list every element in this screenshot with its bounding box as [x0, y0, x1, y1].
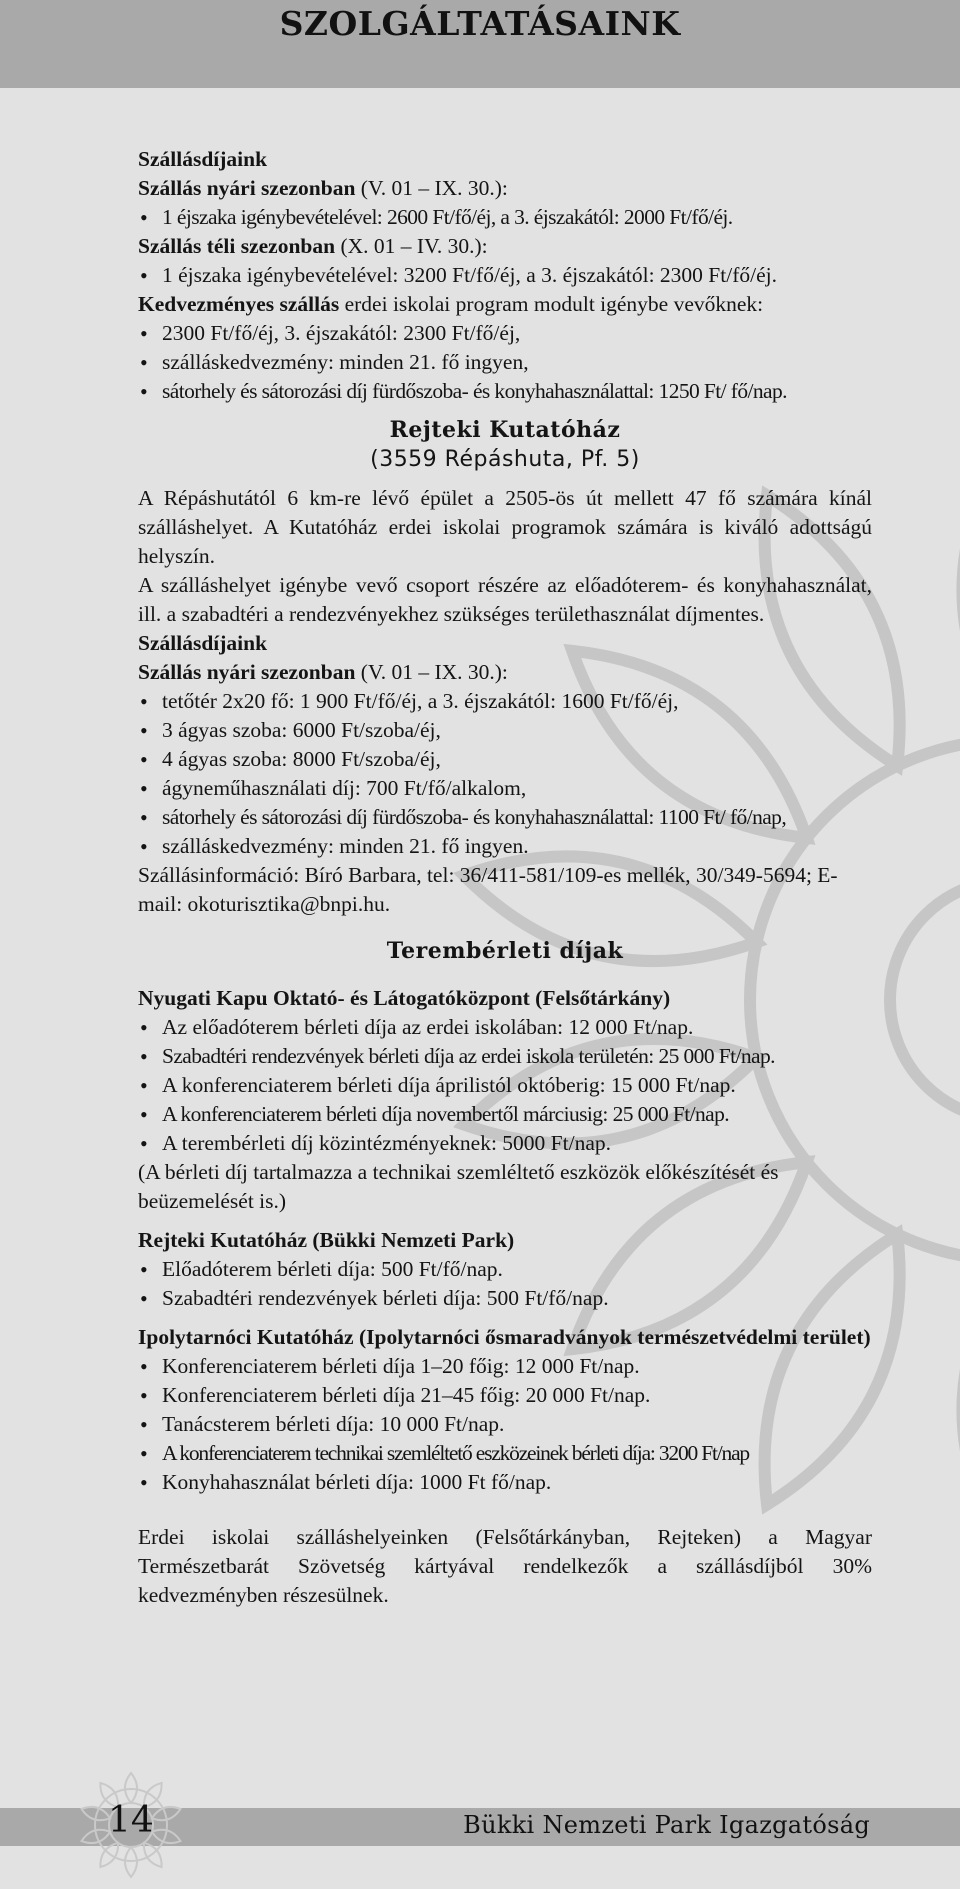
contact-info: Szállásinformáció: Bíró Barbara, tel: 36/411-581/109-es mellék, 30/349-5694; E-mail: okoturisztika@bnpi.hu.	[138, 863, 838, 916]
list-item: • Konyhahasználat bérleti díja: 1000 Ft fő/nap.	[138, 1468, 872, 1497]
venue-heading: Ipolytarnóci Kutatóház (Ipolytarnóci ősmaradványok természetvédelmi terület)	[138, 1325, 871, 1349]
section-heading: Szállásdíjaink	[138, 147, 268, 171]
list-item: • 1 éjszaka igénybevételével: 2600 Ft/fő/éj, a 3. éjszakától: 2000 Ft/fő/éj.	[138, 203, 872, 232]
season-line: Szállás téli szezonban (X. 01 – IV. 30.):	[138, 234, 488, 258]
paragraph: A szálláshelyet igénybe vevő csoport részére az előadóterem- és konyhahasználat, ill. a szabadtéri a rendezvényekhez szükséges területhasználat díjmentes.	[138, 573, 872, 626]
list-item: • Konferenciaterem bérleti díja 21–45 főig: 20 000 Ft/nap.	[138, 1381, 872, 1410]
list-item: • ágyneműhasználati díj: 700 Ft/fő/alkalom,	[138, 774, 872, 803]
list-item: • Szabadtéri rendezvények bérleti díja: 500 Ft/fő/nap.	[138, 1284, 872, 1313]
season-line: Szállás nyári szezonban (V. 01 – IX. 30.):	[138, 660, 508, 684]
list-item: • tetőtér 2x20 fő: 1 900 Ft/fő/éj, a 3. éjszakától: 1600 Ft/fő/éj,	[138, 687, 872, 716]
list-item: • Szabadtéri rendezvények bérleti díja az erdei iskola területén: 25 000 Ft/nap.	[138, 1042, 872, 1071]
section-title: Terembérleti díjak	[386, 938, 624, 964]
page-header-title: SZOLGÁLTATÁSAINK	[279, 4, 681, 43]
venue-heading: Nyugati Kapu Oktató- és Látogatóközpont (Felsőtárkány)	[138, 986, 671, 1010]
list-item: • Konferenciaterem bérleti díja 1–20 főig: 12 000 Ft/nap.	[138, 1352, 872, 1381]
venue-heading: Rejteki Kutatóház (Bükki Nemzeti Park)	[138, 1228, 515, 1252]
list-item: • A konferenciaterem technikai szemléltető eszközeinek bérleti díja: 3200 Ft/nap	[138, 1439, 872, 1468]
list-item: • 1 éjszaka igénybevételével: 3200 Ft/fő/éj, a 3. éjszakától: 2300 Ft/fő/éj.	[138, 261, 872, 290]
list-item: • 4 ágyas szoba: 8000 Ft/szoba/éj,	[138, 745, 872, 774]
winter-price-list	[138, 261, 872, 290]
summer-price-list	[138, 203, 872, 232]
list-item: • szálláskedvezmény: minden 21. fő ingyen.	[138, 832, 872, 861]
list-item: • A konferenciaterem bérleti díja novembertől márciusig: 25 000 Ft/nap.	[138, 1100, 872, 1129]
footer-publisher: Bükki Nemzeti Park Igazgatóság	[463, 1811, 870, 1839]
note: (A bérleti díj tartalmazza a technikai szemléltető eszközök előkészítését és beüzemelését is.)	[138, 1160, 779, 1213]
page-number: 14	[108, 1800, 154, 1841]
page-content	[138, 145, 872, 1610]
list-item: • sátorhely és sátorozási díj fürdőszoba- és konyhahasználattal: 1100 Ft/ fő/nap,	[138, 803, 872, 832]
list-item: • szálláskedvezmény: minden 21. fő ingyen,	[138, 348, 872, 377]
list-item: • Tanácsterem bérleti díja: 10 000 Ft/nap.	[138, 1410, 872, 1439]
list-item: • sátorhely és sátorozási díj fürdőszoba- és konyhahasználattal: 1250 Ft/ fő/nap.	[138, 377, 872, 406]
rejtek-price-list	[138, 687, 872, 861]
closing-paragraph: Erdei iskolai szálláshelyeinken (Felsőtárkányban, Rejteken) a Magyar Természetbarát Szövetség kártyával rendelkezők a szállásdíjból 30% kedvezményben részesülnek.	[138, 1525, 872, 1607]
list-item: • 3 ágyas szoba: 6000 Ft/szoba/éj,	[138, 716, 872, 745]
discount-line: Kedvezményes szállás erdei iskolai program modult igénybe vevőknek:	[138, 292, 764, 316]
list-item: • A konferenciaterem bérleti díja áprilistól októberig: 15 000 Ft/nap.	[138, 1071, 872, 1100]
section-subtitle: (3559 Répáshuta, Pf. 5)	[370, 447, 640, 472]
venue-price-list	[138, 1352, 872, 1497]
season-line: Szállás nyári szezonban (V. 01 – IX. 30.):	[138, 176, 508, 200]
discount-list	[138, 319, 872, 406]
section-title: Rejteki Kutatóház	[389, 417, 621, 443]
list-item: • A terembérleti díj közintézményeknek: 5000 Ft/nap.	[138, 1129, 872, 1158]
section-heading: Szállásdíjaink	[138, 631, 268, 655]
venue-price-list	[138, 1013, 872, 1158]
list-item: • Az előadóterem bérleti díja az erdei iskolában: 12 000 Ft/nap.	[138, 1013, 872, 1042]
venue-price-list	[138, 1255, 872, 1313]
paragraph: A Répáshutától 6 km-re lévő épület a 2505-ös út mellett 47 fő számára kínál szálláshelyet. A Kutatóház erdei iskolai programok számára is kiváló adottságú helyszín.	[138, 486, 872, 568]
list-item: • 2300 Ft/fő/éj, 3. éjszakától: 2300 Ft/fő/éj,	[138, 319, 872, 348]
list-item: • Előadóterem bérleti díja: 500 Ft/fő/nap.	[138, 1255, 872, 1284]
